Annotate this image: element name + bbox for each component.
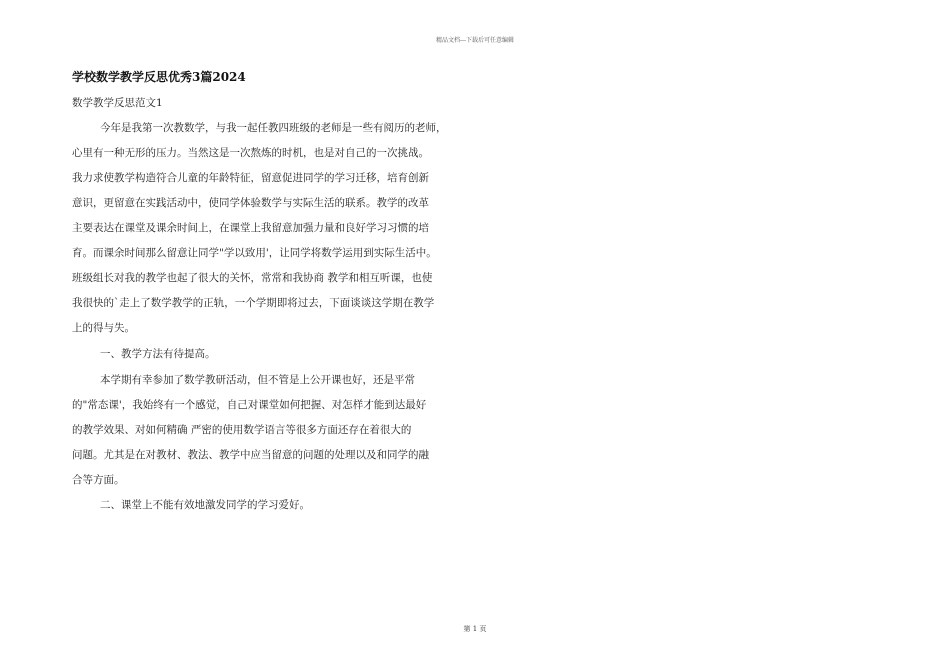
paragraph-line: 班级组长对我的教学也起了很大的关怀，常常和我协商 教学和相互听课，也使: [72, 272, 433, 284]
paragraph-line: 意识，更留意在实践活动中，使同学体验数学与实际生活的联系。教学的改革: [72, 197, 429, 209]
paragraph-line: 我很快的`走上了数学教学的正轨，一个学期即将过去，下面谈谈这学期在教学: [72, 297, 435, 309]
paragraph-line: 主要表达在课堂及课余时间上，在课堂上我留意加强力量和良好学习习惯的培: [72, 222, 429, 234]
subheading-line: 一、教学方法有待提高。: [100, 348, 216, 360]
paragraph-line: 心里有一种无形的压力。当然这是一次熬炼的时机，也是对自己的一次挑战。: [72, 147, 429, 159]
paragraph-line: 育。而课余时间那么留意让同学"学以致用'，让同学将数学运用到实际生活中。: [72, 247, 437, 259]
paragraph-line: 今年是我第一次教数学，与我一起任教四班级的老师是一些有阅历的老师，: [100, 122, 447, 134]
page-number: 第 1 页: [463, 625, 487, 633]
section-title: 数学教学反思范文1: [72, 97, 163, 109]
paragraph-line: 问题。尤其是在对教材、教法、教学中应当留意的问题的处理以及和同学的融: [72, 449, 429, 461]
paragraph-line: 的教学效果、对如何精确 严密的使用数学语言等很多方面还存在着很大的: [72, 424, 412, 436]
document-title: 学校数学教学反思优秀3篇2024: [72, 70, 246, 84]
subheading-line: 二、课堂上不能有效地激发同学的学习爱好。: [100, 499, 310, 511]
paragraph-line: 我力求使教学构造符合儿童的年龄特征，留意促进同学的学习迁移，培育创新: [72, 172, 429, 184]
paragraph-line: 合等方面。: [72, 474, 125, 486]
paragraph-line: 上的得与失。: [72, 322, 135, 334]
page-header: 精品文档---下载后可任意编辑: [435, 37, 515, 44]
paragraph-line: 本学期有幸参加了数学教研活动，但不管是上公开课也好，还是平常: [100, 374, 415, 386]
paragraph-line: 的"常态课'，我始终有一个感觉，自己对课堂如何把握、对怎样才能到达最好: [72, 399, 427, 411]
